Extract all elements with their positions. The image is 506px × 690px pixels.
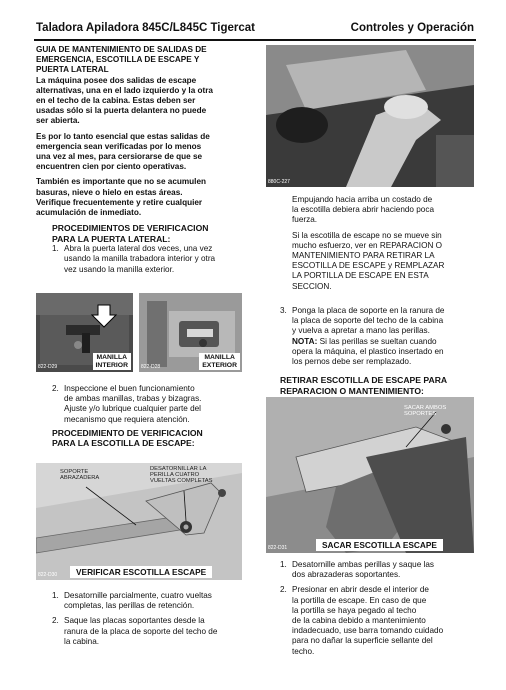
- door-step-2: 2. Inspeccione el buen funcionamiento de ambas manillas, trabas y bizagras. Ajuste y/o lubrique cualquier parte del mecanismo que requiera atención.: [52, 384, 202, 424]
- remove-hatch-heading: RETIRAR ESCOTILLA DE ESCAPE PARA REPARACION O MANTENIMIENTO:: [280, 375, 448, 396]
- remove-hatch-drawing: [266, 397, 474, 553]
- remove-step-2: 2. Presionar en abrir desde el interior de la portilla de escape. En caso de que la portilla se haya pegado al techo de la cabina debido a mantenimiento indadecuado, use barra tomando cuidado para no dañar la superficie sellante del techo.: [280, 585, 444, 656]
- section-title: Controles y Operación: [350, 22, 474, 34]
- interior-handle-label: MANILLA INTERIOR: [93, 353, 131, 370]
- debris-paragraph: También es importante que no se acumulen basuras, nieve o hielo en estas áreas. Verifique frecuentemente y retire cualquier acumulación de inmediato.: [36, 177, 207, 218]
- unscrew-knob-note: DESATORNILLAR LA PERILLA CUATRO VUELTAS COMPLETAS: [150, 466, 213, 485]
- header-rule: [34, 39, 476, 41]
- hatch-step-1: 1. Desatornille parcialmente, cuatro vueltas completas, las perillas de retención.: [52, 591, 212, 611]
- figure-code: 822-D28: [141, 364, 161, 370]
- verify-hatch-caption: VERIFICAR ESCOTILLA ESCAPE: [70, 566, 212, 578]
- guide-heading: GUIA DE MANTENIMIENTO DE SALIDAS DE EMERGENCIA, ESCOTILLA DE ESCAPE Y PUERTA LATERAL La máquina posee dos salidas de escape alternativas, una en el lado izquierdo y la otra en el techo de la cabina. Estas deben ser usadas sólo si la puerta delantera no puede ser abierta.: [36, 45, 268, 127]
- right-column-step3: [280, 306, 478, 367]
- remove-supports-note: SACAR AMBOS SOPORTES: [404, 405, 447, 418]
- hatch-step-3: 3. Ponga la placa de soporte en la ranura de la placa de soporte del techo de la cabina y vuelva a apretar a mano las perillas. NOTA: Si las perillas se sueltan cuando opera la máquina, el plastico insertado en los pernos debe ser remplazado.: [280, 306, 445, 367]
- door-steps: [52, 244, 268, 275]
- push-hatch-photo: [266, 45, 474, 187]
- hatch-step-2: 2. Saque las placas soportantes desde la ranura de la placa de soporte del techo de la cabina.: [52, 616, 218, 646]
- hatch-check-heading: PROCEDIMIENTO DE VERIFICACION PARA LA ESCOTILLA DE ESCAPE:: [52, 427, 203, 449]
- figure-code: 822-D30: [38, 572, 58, 578]
- exterior-handle-label: MANILLA EXTERIOR: [199, 353, 240, 370]
- hatch-steps: [52, 591, 268, 647]
- interior-handle-photo: [36, 293, 133, 372]
- manual-title: Taladora Apiladora 845C/L845C Tigercat: [36, 22, 256, 34]
- note: NOTA: Si las perillas se sueltan cuando: [292, 336, 437, 346]
- right-column-bottom: [280, 560, 478, 657]
- remove-step-1: 1. Desatornille ambas perillas y saque las dos abrazaderas soportantes.: [280, 560, 434, 580]
- left-column-middle: [52, 384, 268, 449]
- remove-hatch-caption: SACAR ESCOTILLA ESCAPE: [316, 539, 443, 551]
- verify-hatch-photo: [36, 463, 242, 580]
- left-column-top: [36, 45, 268, 275]
- door-step-1: 1. Abra la puerta lateral dos veces, una vez usando la manilla trabadora interior y otra vez usando la manilla exterior.: [52, 244, 216, 274]
- remove-steps: [280, 560, 478, 657]
- hatch-steps-cont: [280, 306, 478, 367]
- right-column-top: [292, 195, 478, 297]
- door-steps-cont: [52, 384, 268, 425]
- figure-code: 822-D31: [268, 545, 288, 551]
- intro-paragraph: La máquina posee dos salidas de escape alternativas, una en el lado izquierdo y la otra en el techo de la cabina. Estas deben ser usadas sólo si la puerta delantera no puede ser abierta.: [36, 75, 213, 126]
- left-column-bottom: [52, 591, 268, 647]
- push-paragraph: Empujando hacia arriba un costado de la escotilla debiera abrir haciendo poca fuerza.: [292, 195, 435, 225]
- figure-code: 822-D29: [38, 364, 58, 370]
- figure-code: 880C-227: [268, 179, 290, 185]
- stuck-hatch-paragraph: Si la escotilla de escape no se mueve sin mucho esfuerzo, ver en REPARACION O MANTENIMIENTO PARA RETIRAR LA ESCOTILLA DE ESCAPE y REMPLAZAR LA PORTILLA DE ESCAPE EN ESTA SECCION.: [292, 230, 445, 291]
- remove-hatch-photo: [266, 397, 474, 553]
- monthly-check-paragraph: Es por lo tanto esencial que estas salidas de emergencia sean verificadas por lo menos una vez al mes, para cersiorarse de que se encuentren cien por ciento operativas.: [36, 131, 210, 172]
- push-hatch-drawing: [266, 45, 474, 187]
- exterior-handle-photo: [139, 293, 242, 372]
- support-bracket-note: SOPORTE ABRAZADERA: [60, 469, 100, 482]
- door-check-heading: PROCEDIMIENTOS DE VERIFICACION PARA LA PUERTA LATERAL:: [52, 223, 209, 244]
